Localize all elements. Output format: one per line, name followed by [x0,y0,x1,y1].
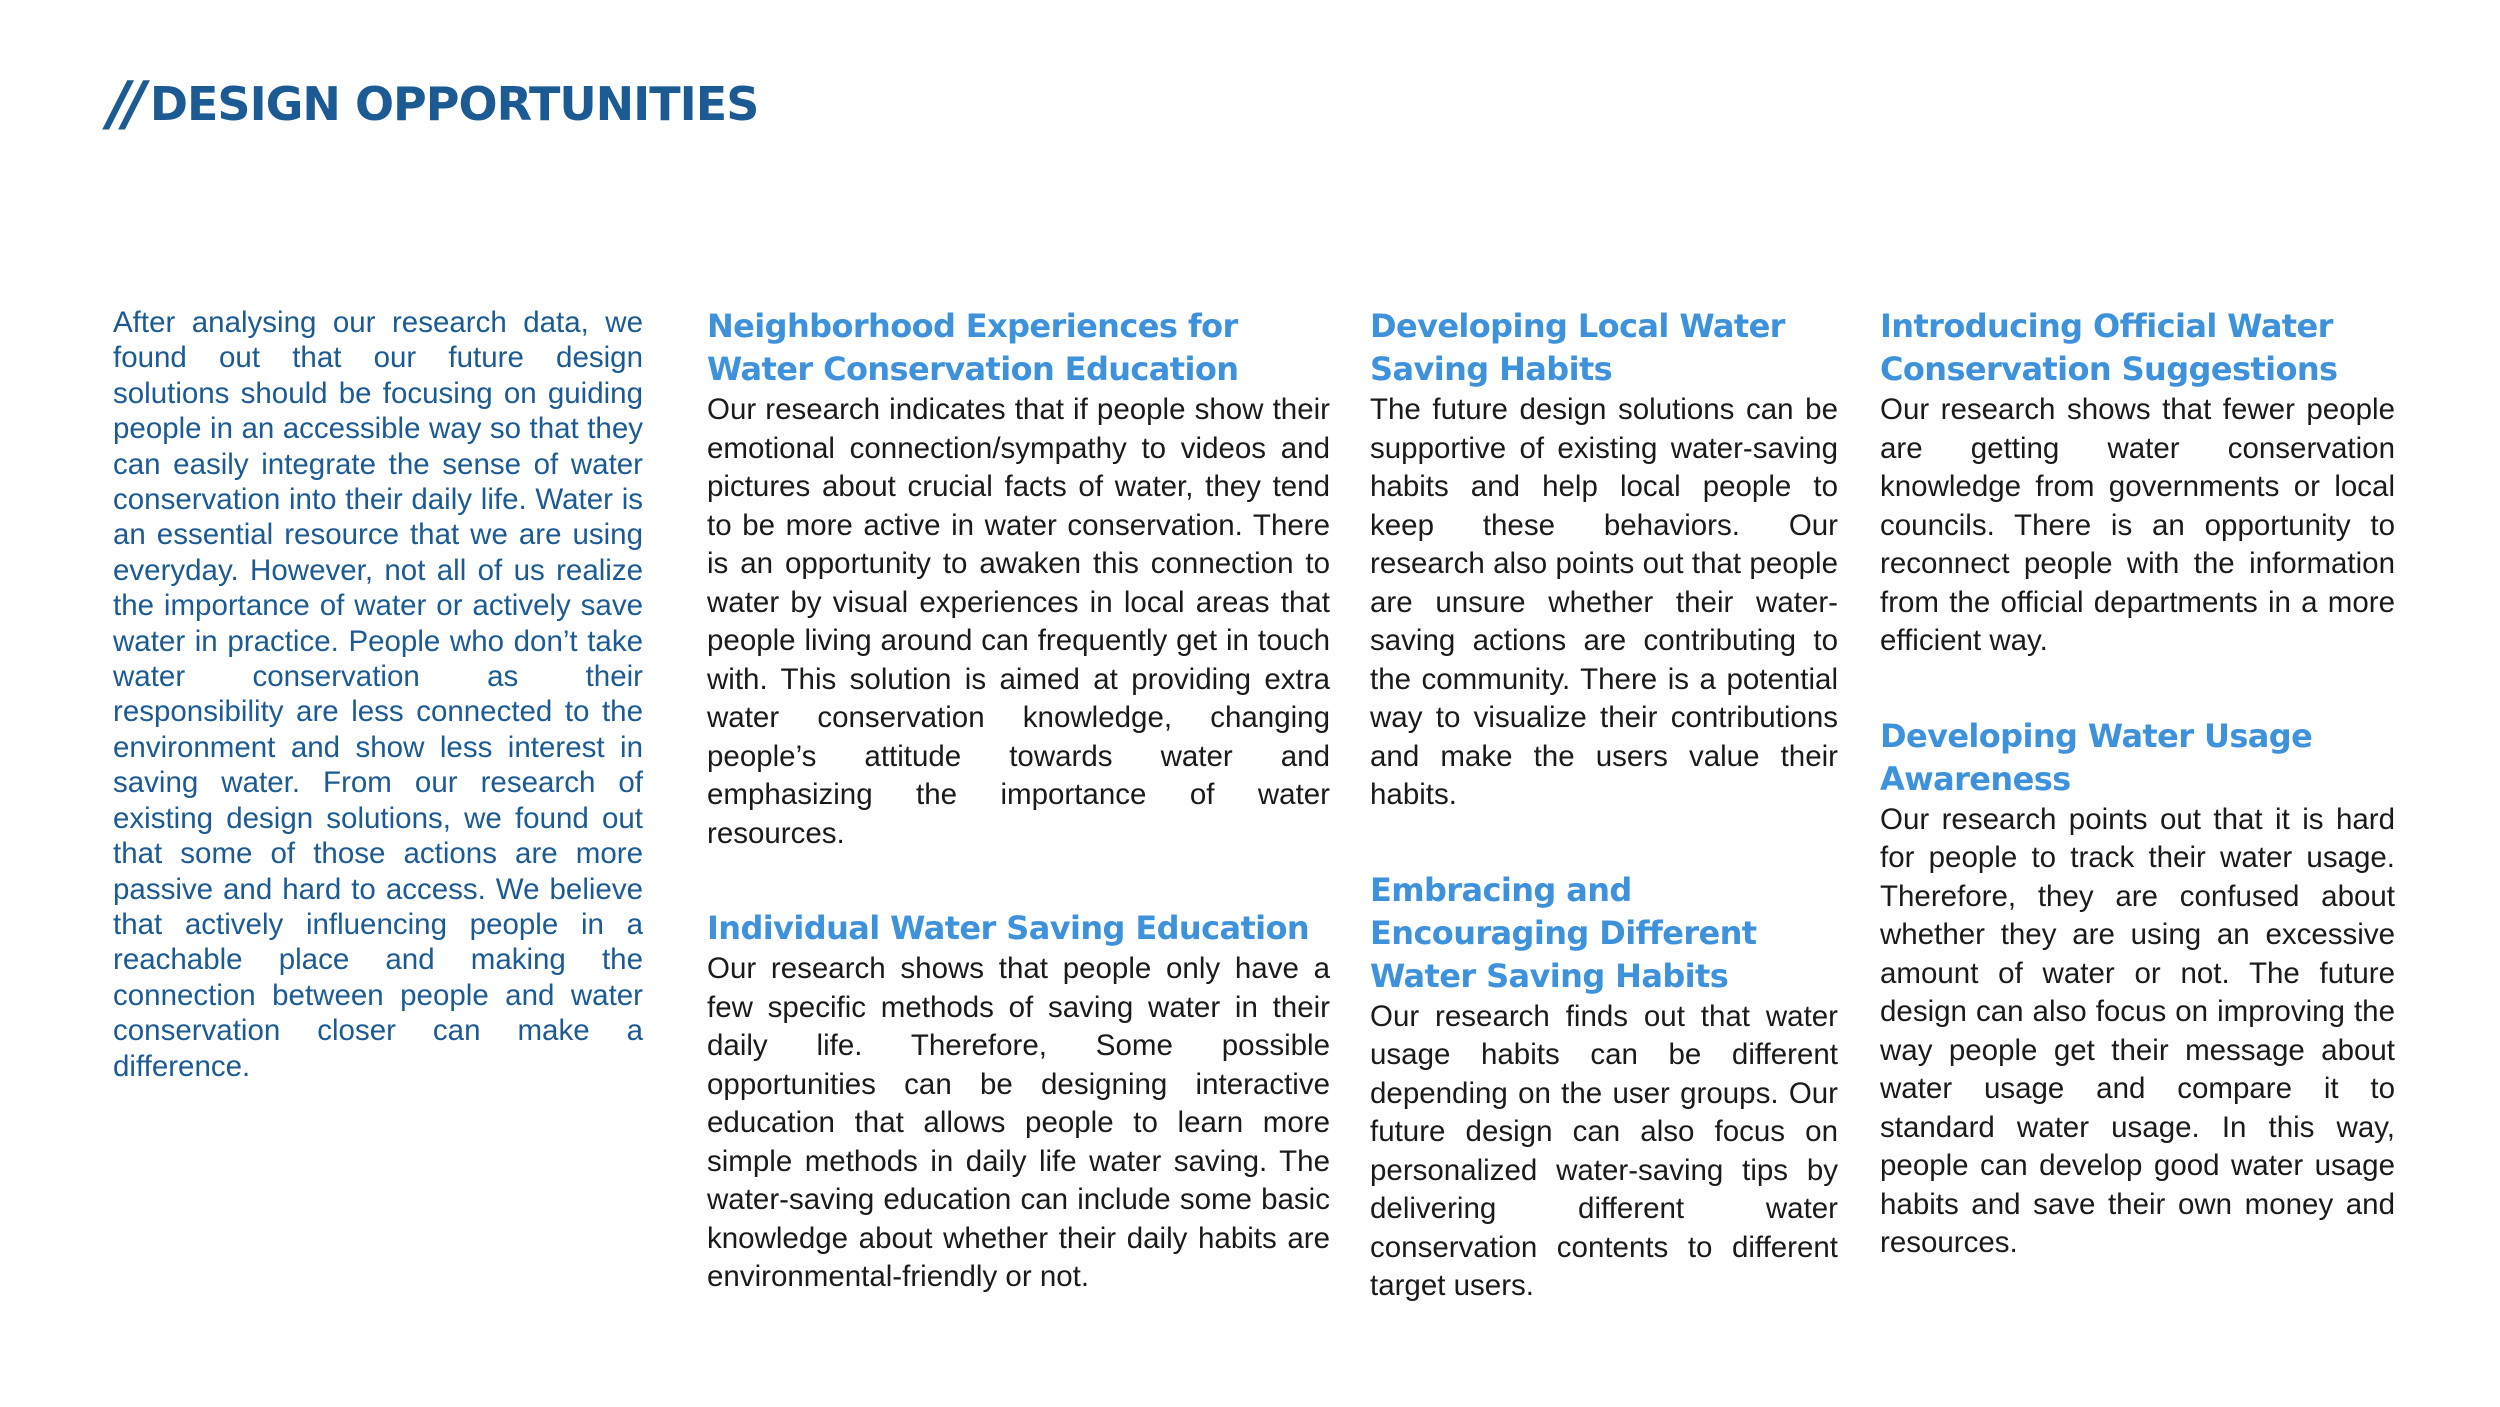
section-heading: Introducing Official Water Conservation Suggestions [1880,307,2338,388]
section-heading: Developing Local Water Saving Habits [1370,307,1785,388]
section-body: Our research finds out that water usage habits can be different depending on the user groups. Our future design can also focus on personalized water-saving tips by delivering different water conservation contents to different target users. [1370,999,1838,1302]
intro-paragraph: After analysing our research data, we found out that our future design solutions should be focusing on guiding people in an accessible way so that they can easily integrate the sense of water conservation into their daily life. Water is an essential resource that we are using everyday. However, not all of us realize the importance of water or actively save water in practice. People who don’t take water conservation as their responsibility are less connected to the environment and show less interest in saving water. From our research of existing design solutions, we found out that some of those actions are more passive and hard to access. We believe that actively influencing people in a reachable place and making the connection between people and water conservation closer can make a difference. [113,306,643,1083]
section-individual-education [707,907,1330,1297]
page-title [108,69,759,139]
column-habits [1370,305,1838,1360]
section-heading: Neighborhood Experiences for Water Conservation Education [707,307,1239,388]
section-heading: Individual Water Saving Education [707,909,1310,947]
section-body: Our research points out that it is hard for people to track their water usage. Therefore, they are confused about whether they are using an excessive amount of water or not. The future design can also focus on improving the way people get their message about water usage and compare it to standard water usage. In this way, people can develop good water usage habits and save their own money and resources. [1880,802,2395,1259]
section-official-suggestions [1880,305,2395,661]
section-body: Our research shows that fewer people are getting water conservation knowledge from governments or local councils. There is an opportunity to reconnect people with the information from the official departments in a more efficient way. [1880,393,2395,657]
page-title-text: DESIGN OPPORTUNITIES [149,77,759,131]
section-heading: Developing Water Usage Awareness [1880,716,2313,798]
column-official-awareness [1880,305,2395,1317]
section-local-habits [1370,305,1838,815]
title-slashes: // [108,69,140,139]
section-heading: Embracing and Encouraging Different Water Saving Habits [1370,870,1757,995]
section-body: Our research shows that people only have a few specific methods of saving water in their daily life. Therefore, Some possible opportunities can be designing interactive education that allows people to learn more simple methods in daily life water saving. The water-saving education can include some basic knowledge about whether their daily habits are environmental-friendly or not. [707,952,1330,1293]
section-usage-awareness [1880,715,2395,1263]
column-education [707,305,1330,1351]
section-different-habits [1370,869,1838,1306]
section-body: The future design solutions can be supportive of existing water-saving habits and help local people to keep these behaviors. Our research also points out that people are unsure whether their water-saving actions are contributing to the community. There is a potential way to visualize their contributions and make the users value their habits. [1370,393,1838,811]
section-body: Our research indicates that if people show their emotional connection/sympathy to videos and pictures about crucial facts of water, they tend to be more active in water conservation. There is an opportunity to awaken this connection to water by visual experiences in local areas that people living around can frequently get in touch with. This solution is aimed at providing extra water conservation knowledge, changing people’s attitude towards water and emphasizing the importance of water resources. [707,393,1330,850]
section-neighborhood-experiences [707,305,1330,853]
